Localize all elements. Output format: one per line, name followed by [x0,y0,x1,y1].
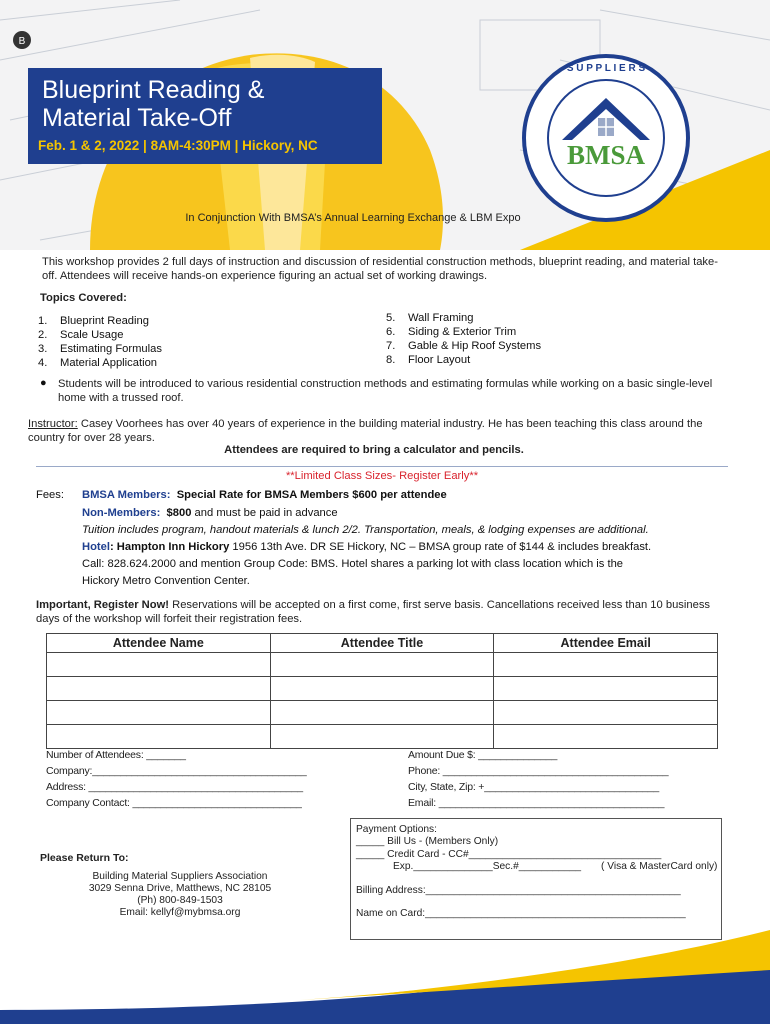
topic-item: 8. Floor Layout [386,354,471,366]
address-field[interactable]: Address: ______________________________________ [46,781,303,793]
attendee-title-cell[interactable] [270,653,494,677]
payment-heading: Payment Options: [356,824,437,835]
attendee-name-cell[interactable] [47,653,271,677]
return-address: Building Material Suppliers Association 3029 Senna Drive, Matthews, NC 28105 (Ph) 800-849-1503 Email: kellyf@mybmsa.org [88,871,272,918]
instructor-paragraph [28,417,728,445]
title-block [28,68,382,164]
topic-item: 4. Material Application [38,357,158,369]
fee-non-members: Non-Members: $800 and must be paid in advance [82,507,338,519]
number-of-attendees-field[interactable]: Number of Attendees: _______ [46,749,186,761]
topic-item: 2. Scale Usage [38,329,124,341]
attendee-email-cell[interactable] [494,701,718,725]
svg-text:B: B [18,36,26,47]
topics-heading: Topics Covered: [40,292,127,304]
return-heading: Please Return To: [40,852,129,864]
attendee-email-cell[interactable] [494,653,718,677]
table-row [47,701,718,725]
topic-item: 3. Estimating Formulas [38,343,162,355]
attendee-email-cell[interactable] [494,725,718,749]
column-header-email: Attendee Email [494,634,718,653]
form-right [408,747,668,811]
tuition-note: Tuition includes program, handout materials & lunch 2/2. Transportation, meals, & lodging expenses are additional. [82,524,649,536]
important-paragraph: Important, Register Now! Reservations will be accepted on a first come, first serve basis. Cancellations received less than 10 business days of the workshop will forfeit their registration fees. [36,599,711,625]
credit-card-option[interactable]: _____ Credit Card - CC#__________________________________ [356,849,662,860]
footer-art [0,930,770,1024]
attendee-title-cell[interactable] [270,701,494,725]
intro-paragraph: This workshop provides 2 full days of instruction and discussion of residential construction methods, blueprint reading, and material take-off. Attendees will receive hands-on experience figuring an actual set of working drawings. [42,256,718,282]
attendee-name-cell[interactable] [47,725,271,749]
topic-item: 5. Wall Framing [386,312,474,324]
attendee-table [46,633,718,749]
event-date-location: Feb. 1 & 2, 2022 | 8AM-4:30PM | Hickory, NC [38,138,318,153]
page-title-line-1: Blueprint Reading & [42,76,265,104]
table-row [47,725,718,749]
conjunction-note: In Conjunction With BMSA’s Annual Learning Exchange & LBM Expo [185,212,521,224]
bring-note: Attendees are required to bring a calculator and pencils. [224,444,524,456]
attendee-title-cell[interactable] [270,677,494,701]
hotel-location: Hickory Metro Convention Center. [82,575,250,587]
hotel-call: Call: 828.624.2000 and mention Group Code: BMS. Hotel shares a parking lot with class location which is the [82,558,624,570]
company-contact-field[interactable]: Company Contact: ______________________________ [46,797,302,809]
column-header-name: Attendee Name [47,634,271,653]
page-title-line-2: Material Take-Off [42,104,232,132]
topic-item: 7. Gable & Hip Roof Systems [386,340,542,352]
column-header-title: Attendee Title [270,634,494,653]
attendee-name-cell[interactable] [47,701,271,725]
instructor-label: Instructor: [28,418,78,430]
fees-label: Fees: [36,489,64,501]
payment-options-box [350,818,722,940]
bmsa-logo-initials: BMSA [566,140,645,170]
form-left [46,747,307,811]
email-field[interactable]: Email: ________________________________________ [408,797,665,809]
card-exp-sec-field[interactable]: Exp.______________Sec.#___________ [393,861,582,872]
fee-members: BMSA Members: Special Rate for BMSA Members $600 per attendee [82,489,447,501]
bill-us-option[interactable]: _____ Bill Us - (Members Only) [356,836,499,847]
attendee-email-cell[interactable] [494,677,718,701]
topics-list-left [38,314,162,370]
topic-item: 6. Siding & Exterior Trim [386,326,517,338]
bmsa-logo [522,54,690,222]
bullet-icon: ● [40,377,47,389]
card-types-note: ( Visa & MasterCard only) [601,861,718,872]
svg-text:S U P P L I E R S: S U P P L I E R S [566,63,646,74]
attendee-title-cell[interactable] [270,725,494,749]
amount-due-field[interactable]: Amount Due $: ______________ [408,749,558,761]
phone-field[interactable]: Phone: ________________________________________ [408,765,669,777]
instructor-text: Casey Voorhees has over 40 years of experience in the building material industry. He has been teaching this class around the country for over 28 years. [28,418,703,444]
attendee-name-cell[interactable] [47,677,271,701]
table-row [47,677,718,701]
city-state-zip-field[interactable]: City, State, Zip: +_______________________________ [408,781,660,793]
company-field[interactable]: Company:______________________________________ [46,765,307,777]
divider [36,466,728,467]
hotel-info: Hotel: Hampton Inn Hickory 1956 13th Ave. DR SE Hickory, NC – BMSA group rate of $144 & includes breakfast. [82,541,652,553]
course-bullet: ● Students will be introduced to various residential construction methods and estimating formulas while working on a basic single-level home with a trussed roof. [40,377,713,404]
billing-address-field[interactable]: Billing Address:_____________________________________________ [356,885,681,896]
limited-sizes-note: **Limited Class Sizes- Register Early** [285,470,479,482]
topics-list-right [386,311,541,367]
topic-item: 1. Blueprint Reading [38,315,149,327]
table-row [47,653,718,677]
name-on-card-field[interactable]: Name on Card:______________________________________________ [356,908,686,919]
